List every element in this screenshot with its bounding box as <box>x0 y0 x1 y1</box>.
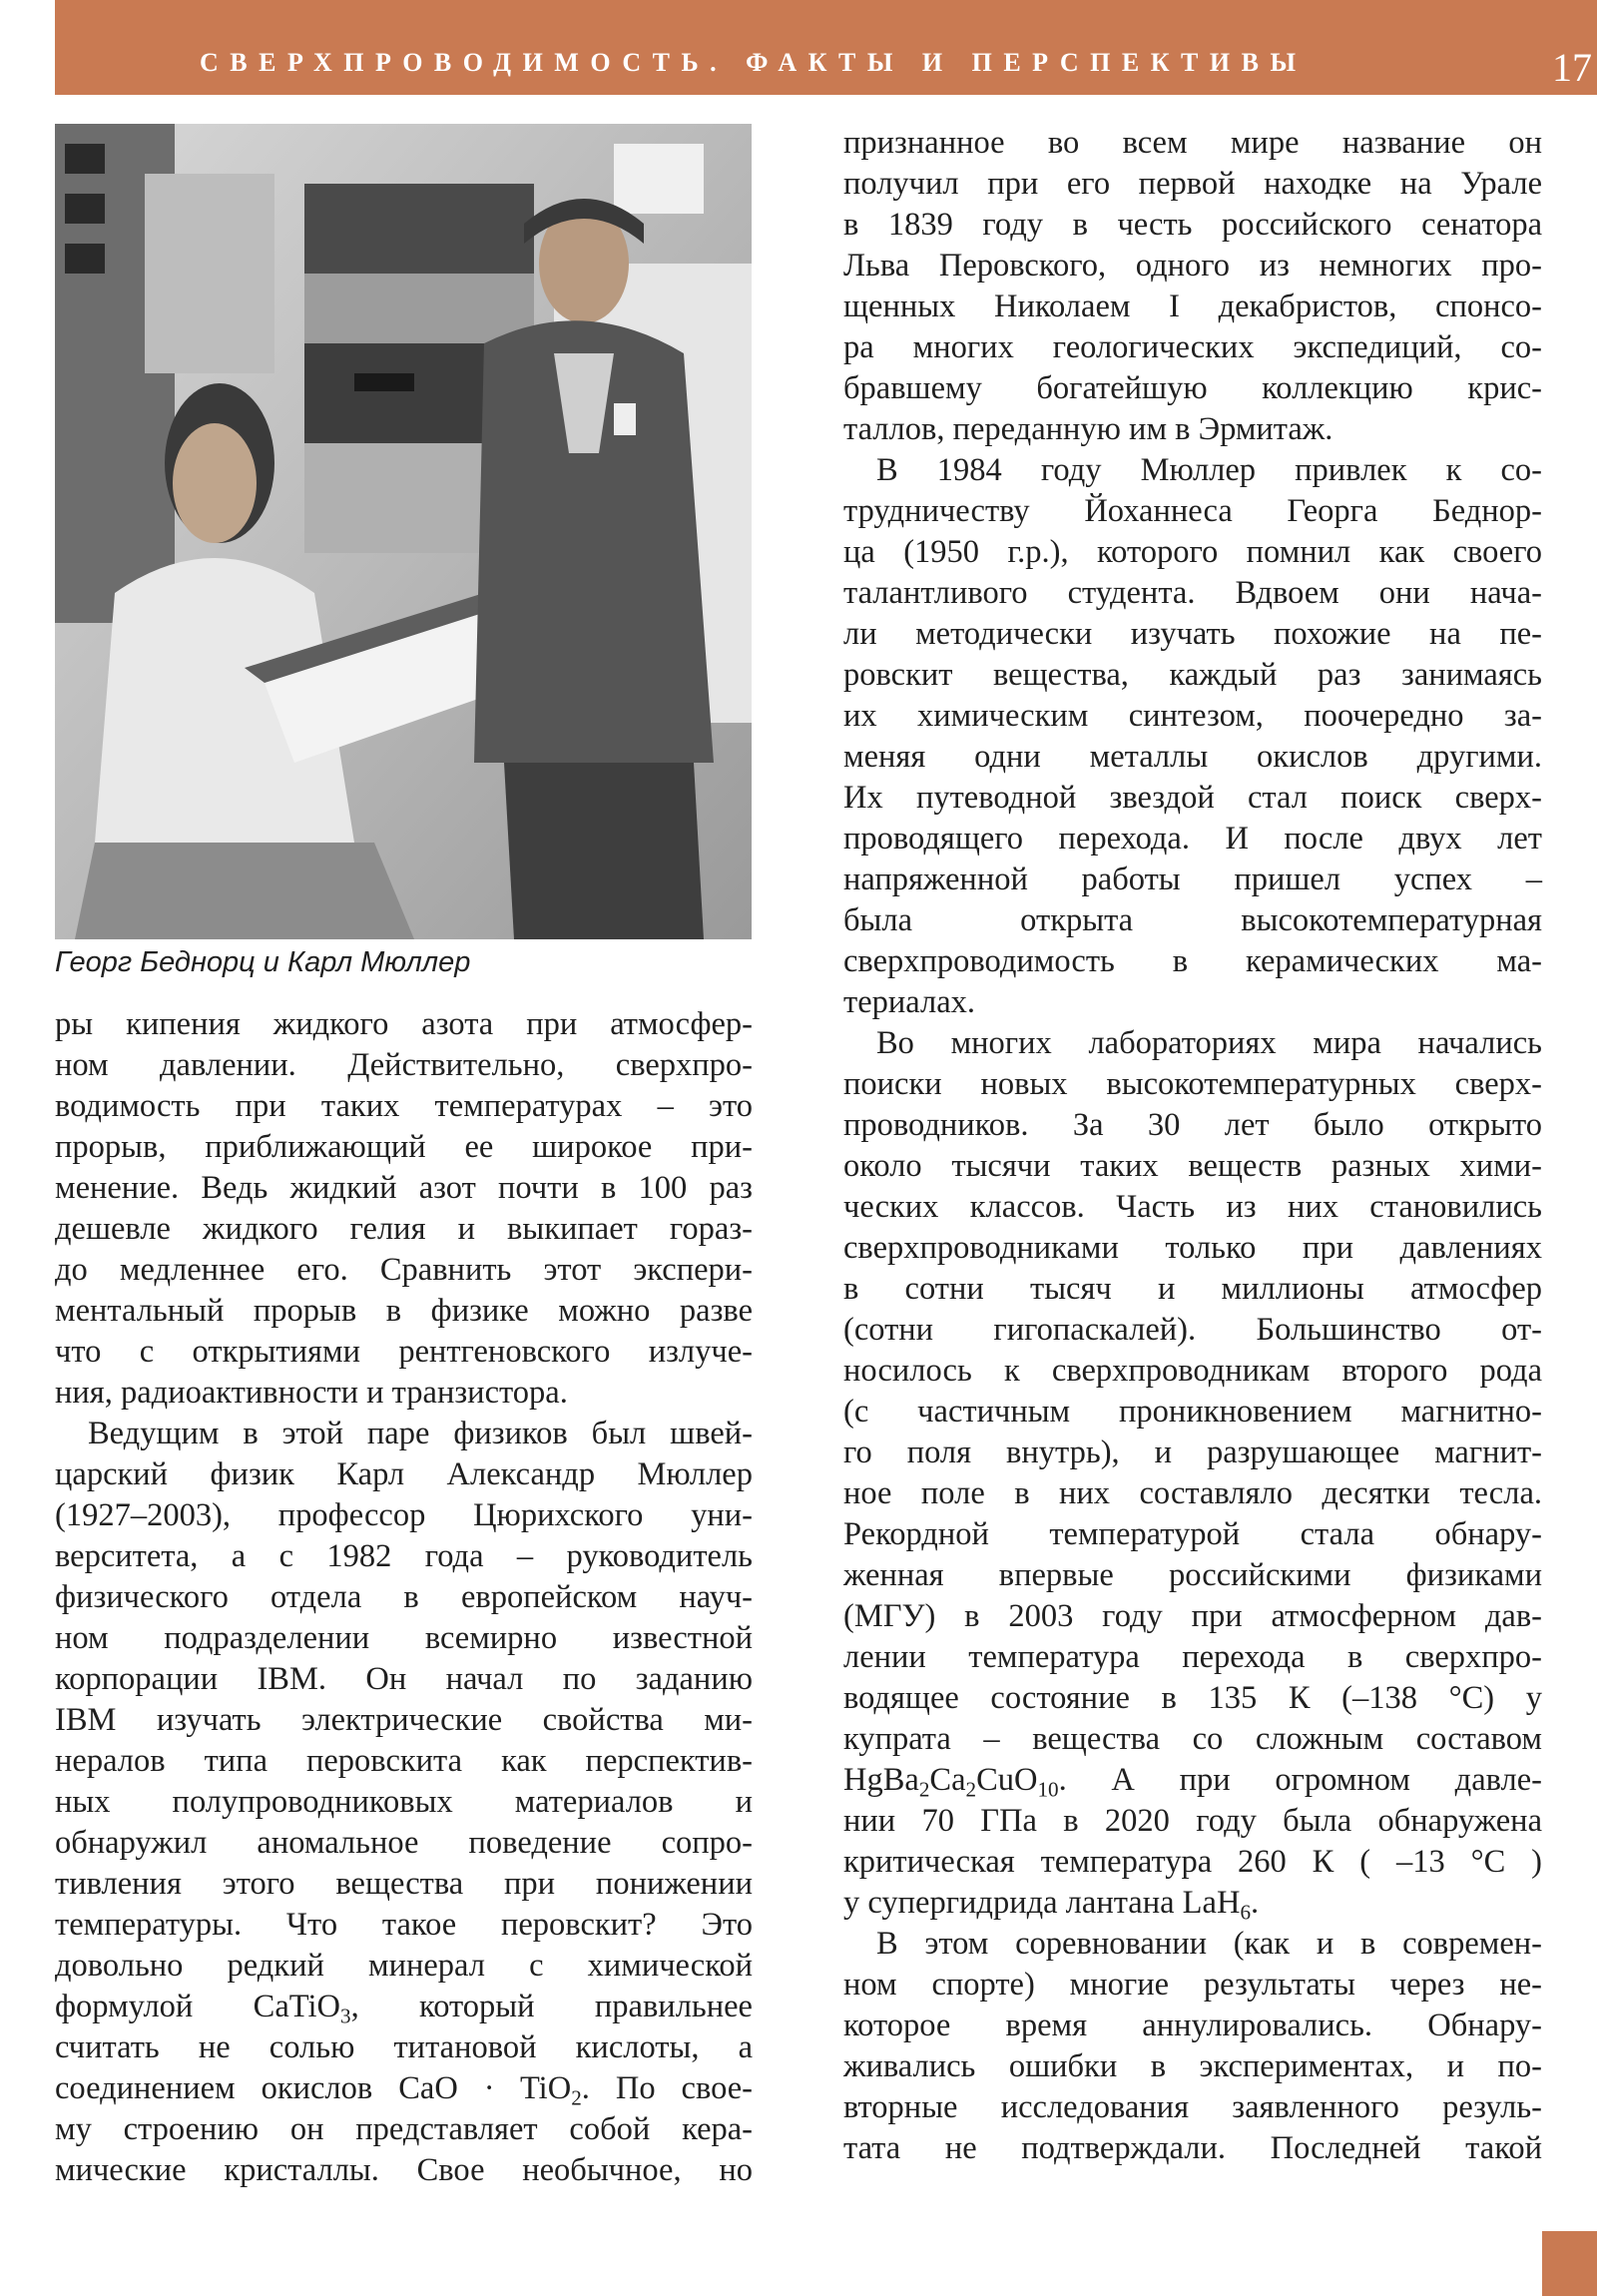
text-line: (сотни гигопаскалей). Большинство от- <box>843 1312 1542 1348</box>
text-line: считать не солью титановой кислоты, а <box>55 2029 753 2065</box>
text-line: что с открытиями рентгеновского излуче- <box>55 1334 753 1370</box>
text-line: купрата – вещества со сложным составом <box>843 1721 1542 1757</box>
text-line-formula-cao-tio2: соединением окислов CaO · TiO$_2$. По свое- <box>55 2070 753 2110</box>
text-line: териалах. <box>843 984 975 1020</box>
text-line: бравшему богатейшую коллекцию крис- <box>843 370 1542 406</box>
header-bar <box>55 0 1597 95</box>
text-line: ном подразделении всемирно известной <box>55 1620 753 1656</box>
text-line: царский физик Карл Александр Мюллер <box>55 1456 753 1492</box>
text-line-formula-hgbacacuo: $HgBa_2Ca_2CuO_{10}$. А при огромном давле- <box>843 1762 1542 1802</box>
text-line: ческих классов. Часть из них становились <box>843 1189 1542 1225</box>
text-line-formula-lah6: у супергидрида лантана LaH$_6$. <box>843 1885 1260 1925</box>
text-line: В этом соревновании (как и в современ- <box>876 1926 1542 1962</box>
text-line: Льва Перовского, одного из немногих про- <box>843 248 1542 284</box>
text-line: поиски новых высокотемпературных сверх- <box>843 1066 1542 1102</box>
text-line: нералов типа перовскита как перспектив- <box>55 1743 753 1779</box>
corner-accent-block <box>1542 2231 1597 2296</box>
text-line: Рекордной температурой стала обнару- <box>843 1516 1542 1552</box>
text-line: в сотни тысяч и миллионы атмосфер <box>843 1271 1542 1307</box>
text-line: ном спорте) многие результаты через не- <box>843 1967 1542 2003</box>
text-line: женная впервые российскими физиками <box>843 1557 1542 1593</box>
text-line: водимость при таких температурах – это <box>55 1088 753 1124</box>
text-line: тата не подтверждали. Последней такой <box>843 2130 1542 2166</box>
text-line: напряженной работы пришел успех – <box>843 861 1542 897</box>
text-line: ментальный прорыв в физике можно разве <box>55 1293 753 1329</box>
text-line: ра многих геологических экспедиций, со- <box>843 329 1542 365</box>
photo-illustration <box>55 124 752 939</box>
text-line: нии 70 ГПа в 2020 году была обнаружена <box>843 1803 1542 1839</box>
text-line: го поля внутрь), и разрушающее магнит- <box>843 1435 1542 1470</box>
text-line: живались ошибки в экспериментах, и по- <box>843 2048 1542 2084</box>
text-line: IBM изучать электрические свойства ми- <box>55 1702 753 1738</box>
left-column-text <box>55 1004 753 2191</box>
text-line: прорыв, приближающий ее широкое при- <box>55 1129 753 1165</box>
text-line: корпорации IBM. Он начал по заданию <box>55 1661 753 1697</box>
text-line: в 1839 году в честь российского сенатора <box>843 207 1542 243</box>
text-line: ния, радиоактивности и транзистора. <box>55 1375 568 1411</box>
text-line: около тысячи таких веществ разных хими- <box>843 1148 1542 1184</box>
right-column-text <box>843 123 1542 2169</box>
text-line: довольно редкий минерал с химической <box>55 1948 753 1984</box>
text-line: сверхпроводниками только при давлениях <box>843 1230 1542 1266</box>
text-line: водящее состояние в 135 К (–138 °С) у <box>843 1680 1542 1716</box>
text-line: до медленнее его. Сравнить этот экспери- <box>55 1252 753 1288</box>
text-line: ном давлении. Действительно, сверхпро- <box>55 1047 753 1083</box>
text-line: физического отдела в европейском науч- <box>55 1579 753 1615</box>
photo-bednorz-muller <box>55 124 752 939</box>
text-line-formula-catio3: формулой CaTiO$_3$, который правильнее <box>55 1989 753 2028</box>
text-line: В 1984 году Мюллер привлек к со- <box>876 452 1542 488</box>
text-line: критическая температура 260 К ( –13 °С ) <box>843 1844 1542 1880</box>
text-line: Их путеводной звездой стал поиск сверх- <box>843 780 1542 816</box>
text-line: ных полупроводниковых материалов и <box>55 1784 753 1820</box>
text-line: была открыта высокотемпературная <box>843 902 1542 938</box>
text-line: му строению он представляет собой кера- <box>55 2111 753 2147</box>
running-header-title: СВЕРХПРОВОДИМОСТЬ. ФАКТЫ И ПЕРСПЕКТИВЫ <box>200 48 1308 77</box>
text-line: щенных Николаем I декабристов, спонсо- <box>843 288 1542 324</box>
text-line: лении температура перехода в сверхпро- <box>843 1639 1542 1675</box>
text-line: ное поле в них составляло десятки тесла. <box>843 1475 1542 1511</box>
text-line: признанное во всем мире название он <box>843 125 1542 161</box>
text-line: (МГУ) в 2003 году при атмосферном дав- <box>843 1598 1542 1634</box>
text-line: талантливого студента. Вдвоем они нача- <box>843 575 1542 611</box>
page-number: 17 <box>1552 45 1592 90</box>
text-line: менение. Ведь жидкий азот почти в 100 раз <box>55 1170 753 1206</box>
text-line: (с частичным проникновением магнитно- <box>843 1394 1542 1430</box>
text-line: трудничеству Йоханнеса Георга Беднор- <box>843 493 1542 529</box>
photo-caption: Георг Беднорц и Карл Мюллер <box>55 946 471 978</box>
text-line: носилось к сверхпроводникам второго рода <box>843 1353 1542 1389</box>
text-line: Ведущим в этой паре физиков был швей- <box>88 1416 753 1451</box>
text-line: их химическим синтезом, поочередно за- <box>843 698 1542 734</box>
text-line: ры кипения жидкого азота при атмосфер- <box>55 1006 753 1042</box>
text-line: тивления этого вещества при понижении <box>55 1866 753 1902</box>
text-line: которое время аннулировались. Обнару- <box>843 2008 1542 2043</box>
text-line: таллов, переданную им в Эрмитаж. <box>843 411 1333 447</box>
text-line: температуры. Что такое перовскит? Это <box>55 1907 753 1943</box>
text-line: мические кристаллы. Свое необычное, но <box>55 2152 753 2188</box>
text-line: обнаружил аномальное поведение сопро- <box>55 1825 753 1861</box>
text-line: (1927–2003), профессор Цюрихского уни- <box>55 1497 753 1533</box>
text-line: ровскит вещества, каждый раз занимаясь <box>843 657 1542 693</box>
text-line: ца (1950 г.р.), которого помнил как своего <box>843 534 1542 570</box>
text-line: проводников. За 30 лет было открыто <box>843 1107 1542 1143</box>
text-line: получил при его первой находке на Урале <box>843 166 1542 202</box>
text-line: дешевле жидкого гелия и выкипает гораз- <box>55 1211 753 1247</box>
text-line: сверхпроводимость в керамических ма- <box>843 943 1542 979</box>
text-line: проводящего перехода. И после двух лет <box>843 821 1542 857</box>
text-line: ли методически изучать похожие на пе- <box>843 616 1542 652</box>
text-line: верситета, а с 1982 года – руководитель <box>55 1538 753 1574</box>
text-line: меняя одни металлы окислов другими. <box>843 739 1542 775</box>
text-line: Во многих лабораториях мира начались <box>876 1025 1542 1061</box>
text-line: вторные исследования заявленного резуль- <box>843 2089 1542 2125</box>
